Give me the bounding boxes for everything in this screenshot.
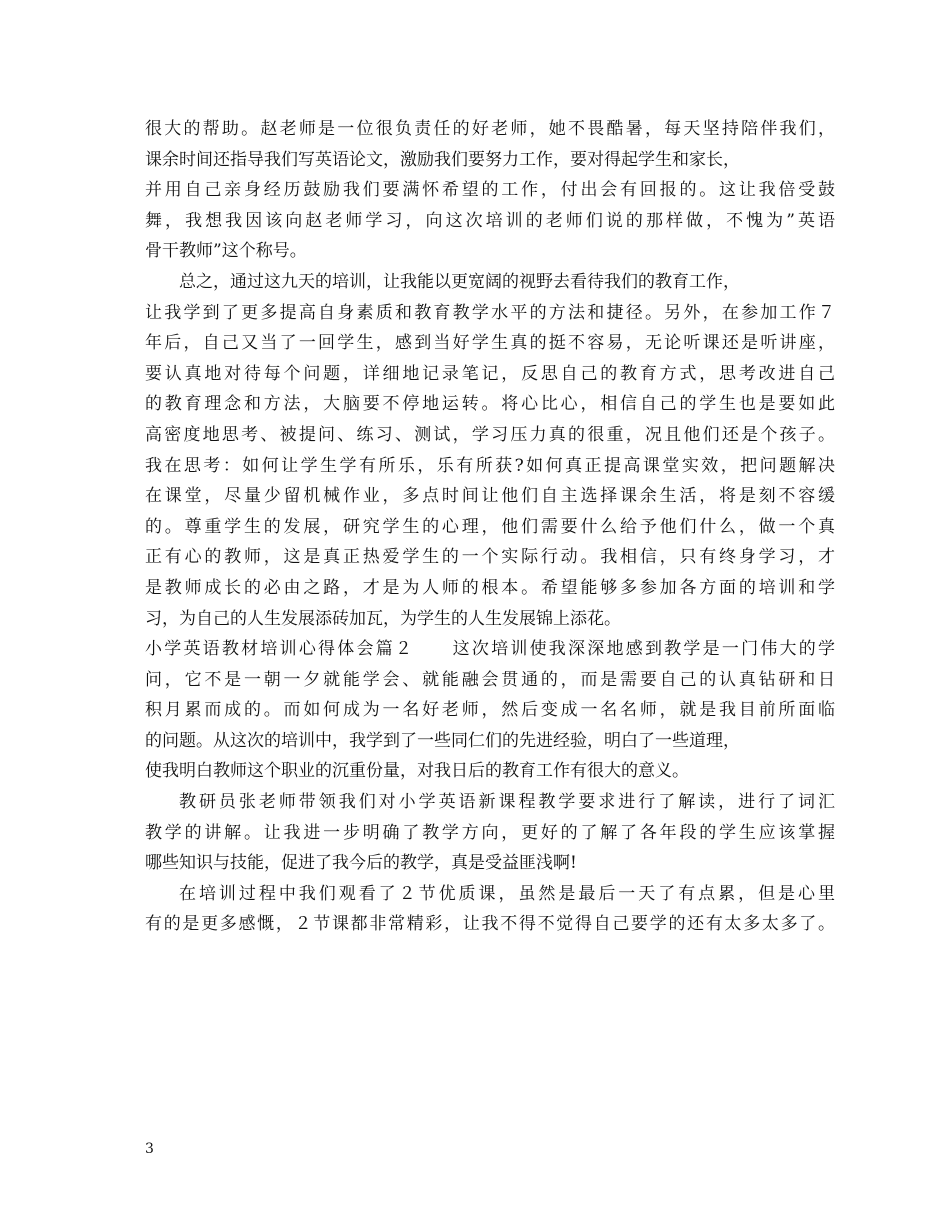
- text-line: [145, 420, 835, 451]
- text-line: [145, 879, 835, 910]
- text-line-content: 在培训过程中我们观看了２节优质课，虽然是最后一天了有点累，但是心里: [179, 883, 835, 904]
- text-line: [145, 328, 835, 359]
- text-line: [145, 695, 835, 726]
- text-line-content: 使我明白教师这个职业的沉重份量，对我日后的教育工作有很大的意义。: [145, 761, 689, 782]
- text-line-content: 课余时间还指导我们写英语论文，激励我们要努力工作，要对得起学生和家长，: [145, 149, 740, 170]
- text-line-content: 有的是更多感慨，２节课都非常精彩，让我不得不觉得自己要学的还有太多太多了。: [145, 914, 835, 935]
- body-text: [145, 114, 835, 940]
- text-line-content: 要认真地对待每个问题，详细地记录笔记，反思自己的教育方式，思考改进自己: [145, 363, 835, 384]
- text-line: [145, 512, 835, 543]
- text-line: [145, 787, 835, 818]
- text-line: [145, 267, 835, 298]
- text-line-content: 的问题。从这次的培训中，我学到了一些同仁们的先进经验，明白了一些道理，: [145, 730, 740, 751]
- text-line: [145, 756, 835, 787]
- text-line-content: 积月累而成的。而如何成为一名好老师，然后变成一名名师，就是我目前所面临: [145, 700, 835, 721]
- text-line: [145, 909, 835, 940]
- text-line-content: 教学的讲解。让我进一步明确了教学方向，更好的了解了各年段的学生应该掌握: [145, 822, 835, 843]
- text-line-content: 教研员张老师带领我们对小学英语新课程教学要求进行了解读，进行了词汇: [179, 792, 835, 813]
- text-line: [145, 848, 835, 879]
- text-line-content: 并用自己亲身经历鼓励我们要满怀希望的工作，付出会有回报的。这让我倍受鼓: [145, 180, 835, 201]
- text-line-content: 是教师成长的必由之路，才是为人师的根本。希望能够多参加各方面的培训和学: [145, 577, 835, 598]
- text-line: [145, 573, 835, 604]
- text-line: [145, 451, 835, 482]
- text-line-content: 舞，我想我因该向赵老师学习，向这次培训的老师们说的那样做，不愧为”英语: [145, 210, 835, 231]
- text-line: [145, 665, 835, 696]
- text-line-content: 习，为自己的人生发展添砖加瓦，为学生的人生发展锦上添花。: [145, 608, 621, 629]
- text-line-content: 很大的帮助。赵老师是一位很负责任的好老师，她不畏酷暑，每天坚持陪伴我们，: [145, 119, 835, 139]
- text-line: [145, 145, 835, 176]
- text-line: [145, 236, 835, 267]
- text-line-content: 小学英语教材培训心得体会篇２ 这次培训使我深深地感到教学是一门伟大的学: [145, 639, 835, 660]
- text-line: [145, 298, 835, 329]
- text-line: [145, 542, 835, 573]
- text-line: [145, 206, 835, 237]
- text-line-content: 哪些知识与技能，促进了我今后的教学，真是受益匪浅啊!: [145, 853, 577, 874]
- text-line-content: 总之，通过这九天的培训，让我能以更宽阔的视野去看待我们的教育工作，: [179, 271, 740, 292]
- text-line: [145, 175, 835, 206]
- text-line: [145, 726, 835, 757]
- text-line: [145, 114, 835, 145]
- text-line: [145, 634, 835, 665]
- text-line: [145, 818, 835, 849]
- text-line-content: 让我学到了更多提高自身素质和教育教学水平的方法和捷径。另外，在参加工作７: [145, 302, 835, 323]
- text-line-content: 的教育理念和方法，大脑要不停地运转。将心比心，相信自己的学生也是要如此: [145, 394, 835, 415]
- page-number: 3: [145, 1141, 154, 1157]
- text-line-content: 正有心的教师，这是真正热爱学生的一个实际行动。我相信，只有终身学习，才: [145, 547, 835, 568]
- text-line: [145, 389, 835, 420]
- text-line-content: 在课堂，尽量少留机械作业，多点时间让他们自主选择课余生活，将是刻不容缓: [145, 486, 835, 507]
- text-line: [145, 481, 835, 512]
- text-line: [145, 604, 835, 635]
- text-line-content: 高密度地思考、被提问、练习、测试，学习压力真的很重，况且他们还是个孩子。: [145, 424, 835, 445]
- text-line-content: 的。尊重学生的发展，研究学生的心理，他们需要什么给予他们什么，做一个真: [145, 516, 835, 537]
- text-line-content: 我在思考：如何让学生学有所乐，乐有所获?如何真正提高课堂实效，把问题解决: [145, 455, 835, 476]
- text-line: [145, 359, 835, 390]
- text-line-content: 年后，自己又当了一回学生，感到当好学生真的挺不容易，无论听课还是听讲座，: [145, 333, 835, 354]
- text-line-content: 问，它不是一朝一夕就能学会、就能融会贯通的，而是需要自己的认真钻研和日: [145, 669, 835, 690]
- text-line-content: 骨干教师”这个称号。: [145, 241, 307, 262]
